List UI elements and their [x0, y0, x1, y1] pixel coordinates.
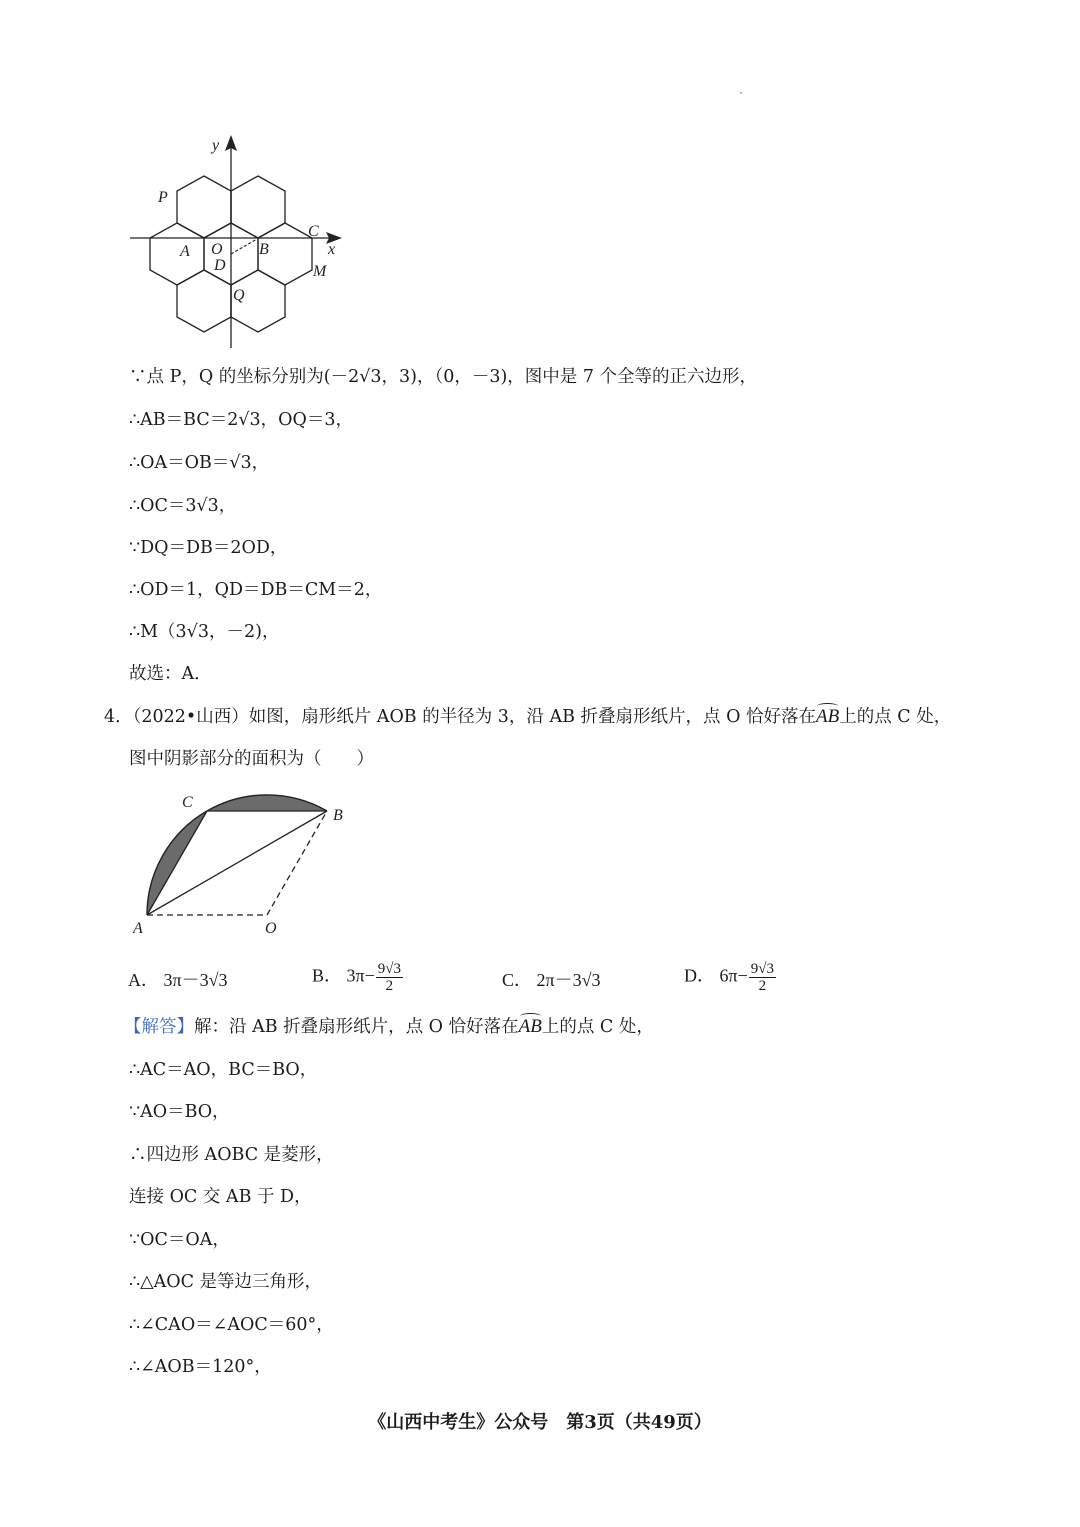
solution-line: ∵OC＝OA， — [129, 1230, 230, 1250]
label-C: C — [308, 223, 319, 240]
question-number: 4． — [104, 707, 133, 727]
solution-line: ∴OA＝OB＝√3， — [129, 453, 270, 473]
page-footer: 《山西中考生》公众号 第3页（共49页） — [368, 1412, 712, 1433]
solution-line: ∵AO＝BO， — [129, 1102, 230, 1122]
answer-label: 【解答】 — [124, 1017, 194, 1037]
solution-line: ∴∠CAO＝∠AOC＝60°， — [129, 1315, 334, 1335]
solution-line: ∴AC＝AO，BC＝BO， — [129, 1060, 318, 1080]
solution-line: ∴M（3√3，－2)， — [129, 622, 280, 642]
question-4-stem: 4．（2022•山西）如图，扇形纸片 AOB 的半径为 3，沿 AB 折叠扇形纸片，点 O 恰好落在AB上的点 C 处， — [104, 706, 952, 727]
solution-line: ∴OC＝3√3， — [129, 496, 237, 516]
label-B: B — [259, 241, 269, 258]
question-source: （2022•山西） — [132, 707, 249, 727]
scan-speck — [740, 92, 742, 94]
option-a[interactable]: A． 3π－3√3 — [128, 970, 228, 990]
label-y: y — [212, 137, 220, 154]
label-A: A — [180, 243, 190, 260]
label-M: M — [313, 263, 327, 280]
hexagon-coordinate-figure — [120, 130, 360, 355]
fraction: $\frac{9√3}{2}$ — [750, 961, 774, 994]
label-Q: Q — [233, 287, 245, 304]
label-B: B — [333, 807, 343, 824]
label-P: P — [158, 189, 168, 206]
solution-line: ∴四边形 AOBC 是菱形， — [129, 1145, 334, 1165]
option-d[interactable]: D． 6π− $\frac{9√3}{2}$ — [684, 961, 774, 994]
solution-line: ∴∠AOB＝120°， — [129, 1357, 272, 1377]
label-O: O — [265, 920, 277, 937]
label-x: x — [328, 241, 336, 258]
solution-line: 连接 OC 交 AB 于 D， — [129, 1187, 312, 1207]
fraction: $\frac{9√3}{2}$ — [377, 961, 401, 994]
solution-line: ∵点 P，Q 的坐标分别为(－2√3，3)，（0，－3)，图中是 7 个全等的正六边形， — [129, 367, 758, 387]
solution-line: ∴△AOC 是等边三角形， — [129, 1272, 323, 1292]
question-4-stem-line2: 图中阴影部分的面积为（ ） — [129, 749, 374, 769]
label-A: A — [133, 920, 143, 937]
arc-ab: AB — [518, 1016, 542, 1037]
option-b[interactable]: B． 3π− $\frac{9√3}{2}$ — [312, 961, 401, 994]
label-O: O — [211, 241, 223, 258]
solution-line: ∴OD＝1，QD＝DB＝CM＝2， — [129, 580, 383, 600]
solution-first-line: 【解答】解：沿 AB 折叠扇形纸片，点 O 恰好落在AB上的点 C 处， — [124, 1016, 654, 1037]
answer-line: 故选：A． — [129, 664, 212, 684]
sector-fold-figure — [120, 785, 370, 945]
label-D: D — [214, 257, 226, 274]
option-c[interactable]: C． 2π－3√3 — [502, 970, 601, 990]
arc-ab: AB — [816, 706, 840, 727]
solution-line: ∴AB＝BC＝2√3，OQ＝3， — [129, 410, 353, 430]
label-C: C — [182, 794, 193, 811]
solution-line: ∵DQ＝DB＝2OD， — [129, 538, 288, 558]
